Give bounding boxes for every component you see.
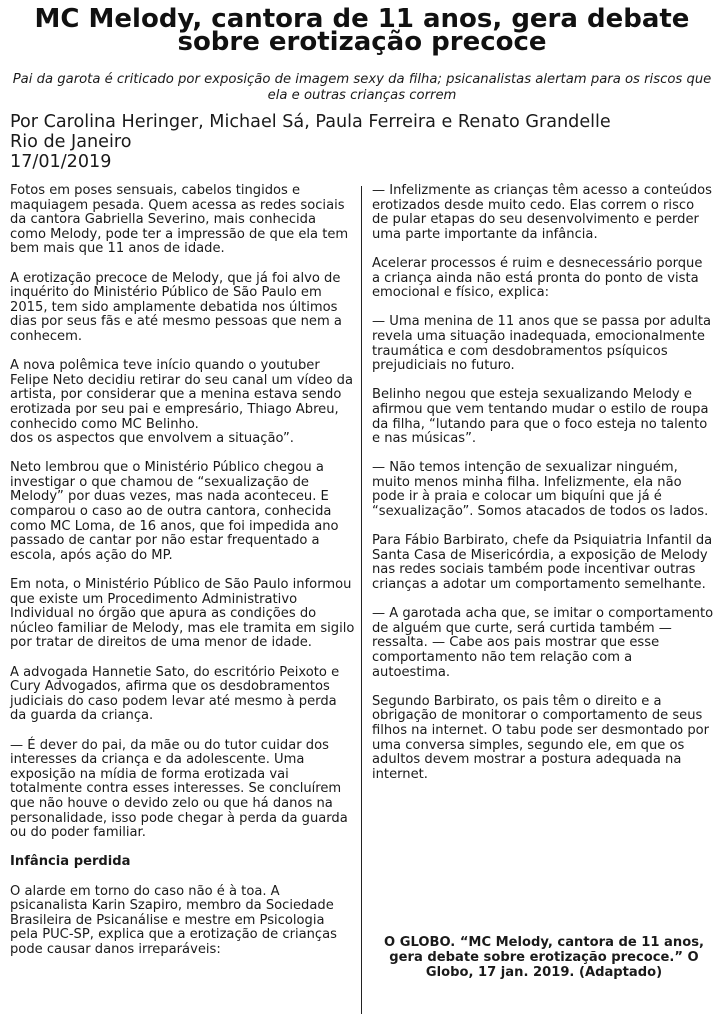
paragraph: — Uma menina de 11 anos que se passa por adulta revela uma situação inadequada, emocionalmente traumática e com desdobramentos psíquicos prejudiciais no futuro. bbox=[372, 314, 712, 374]
source-citation: O GLOBO. “MC Melody, cantora de 11 anos, gera debate sobre erotização precoce.” O Globo, 17 jan. 2019. (Adaptado) bbox=[384, 935, 704, 980]
paragraph: Em nota, o Ministério Público de São Paulo informou que existe um Procedimento Administrativo Individual no órgão que apura as condições do núcleo familiar de Melody, mas ele tramita em sigilo por tratar de direitos de uma menor de idade. bbox=[10, 577, 355, 651]
byline-date: 17/01/2019 bbox=[10, 152, 112, 172]
paragraph: — É dever do pai, da mãe ou do tutor cuidar dos interesses da criança e da adolescente. Uma exposição na mídia de forma erotizada vai totalmente contra esses interesses. Se concluírem que não houve o devido zelo ou que há danos na personalidade, isso pode chegar à perda da guarda ou do poder familiar. bbox=[10, 737, 348, 841]
byline-location: Rio de Janeiro bbox=[10, 132, 132, 152]
paragraph: O alarde em torno do caso não é à toa. A psicanalista Karin Szapiro, membro da Sociedade Brasileira de Psicanálise e mestre em Psicologia pela PUC-SP, explica que a erotização de crianças pode causar danos irreparáveis: bbox=[10, 883, 337, 957]
paragraph: Segundo Barbirato, os pais têm o direito e a obrigação de monitorar o comportamento de seus filhos na internet. O tabu pode ser desmontado por uma conversa simples, segundo ele, em que os adultos devem mostrar a postura adequada na internet. bbox=[372, 693, 710, 782]
paragraph: — Infelizmente as crianças têm acesso a conteúdos erotizados desde muito cedo. Elas correm o risco de pular etapas do seu desenvolvimento e perder uma parte importante da infância. bbox=[372, 183, 712, 242]
paragraph: Para Fábio Barbirato, chefe da Psiquiatria Infantil da Santa Casa de Misericórdia, a exposição de Melody nas redes sociais também pode incentivar outras crianças a adotar um comportamento semelhante. bbox=[372, 533, 713, 593]
paragraph: — A garotada acha que, se imitar o comportamento de alguém que curte, será curtida também — ressalta. — Cabe aos pais mostrar que esse comportamento não tem relação com a autoestima. bbox=[372, 606, 714, 680]
right-column bbox=[372, 184, 714, 797]
paragraph: Belinho negou que esteja sexualizando Melody e afirmou que vem tentando mudar o estilo de roupa da filha, “lutando para que o foco esteja no talento e nas músicas”. bbox=[372, 387, 709, 447]
paragraph: Acelerar processos é ruim e desnecessário porque a criança ainda não está pronta do ponto de vista emocional e físico, explica: bbox=[372, 255, 703, 301]
paragraph: Neto lembrou que o Ministério Público chegou a investigar o que chamou de “sexualização de Melody” por duas vezes, mas nada aconteceu. E comparou o caso ao de outra cantora, conhecida como MC Loma, de 16 anos, que foi impedida ano passado de cantar por não estar frequentado a escola, após ação do MP. bbox=[10, 460, 339, 563]
article-subtitle: Pai da garota é criticado por exposição de imagem sexy da filha; psicanalistas alertam para os riscos que ela e outras crianças correm bbox=[12, 72, 712, 103]
section-heading: Infância perdida bbox=[10, 854, 131, 870]
paragraph: A advogada Hannetie Sato, do escritório Peixoto e Cury Advogados, afirma que os desdobramentos judiciais do caso podem levar até mesmo à perda da guarda da criança. bbox=[10, 664, 340, 724]
article-headline: MC Melody, cantora de 11 anos, gera debate sobre erotização precoce bbox=[34, 4, 690, 57]
left-column bbox=[10, 184, 355, 972]
paragraph: A erotização precoce de Melody, que já foi alvo de inquérito do Ministério Público de São Paulo em 2015, tem sido amplamente debatida nos últimos dias por seus fãs e até mesmo pessoas que nem a conhecem. bbox=[10, 270, 342, 344]
paragraph: A nova polêmica teve início quando o youtuber Felipe Neto decidiu retirar do seu canal um vídeo da artista, por considerar que a menina estava sendo erotizada por seu pai e empresário, Thiago Abreu, conhecido como MC Belinho. dos os aspectos que envolvem a situação”. bbox=[10, 358, 353, 447]
paragraph: Fotos em poses sensuais, cabelos tingidos e maquiagem pesada. Quem acessa as redes sociais da cantora Gabriella Severino, mais conhecida como Melody, pode ter a impressão de que ela tem bem mais que 11 anos de idade. bbox=[10, 183, 349, 257]
paragraph: — Não temos intenção de sexualizar ninguém, muito menos minha filha. Infelizmente, ela não pode ir à praia e colocar um biquíni que já é “sexualização”. Somos atacados de todos os lados. bbox=[372, 460, 709, 520]
article-byline bbox=[10, 112, 720, 172]
byline-authors: Por Carolina Heringer, Michael Sá, Paula Ferreira e Renato Grandelle bbox=[10, 112, 611, 132]
column-divider bbox=[361, 186, 362, 1014]
